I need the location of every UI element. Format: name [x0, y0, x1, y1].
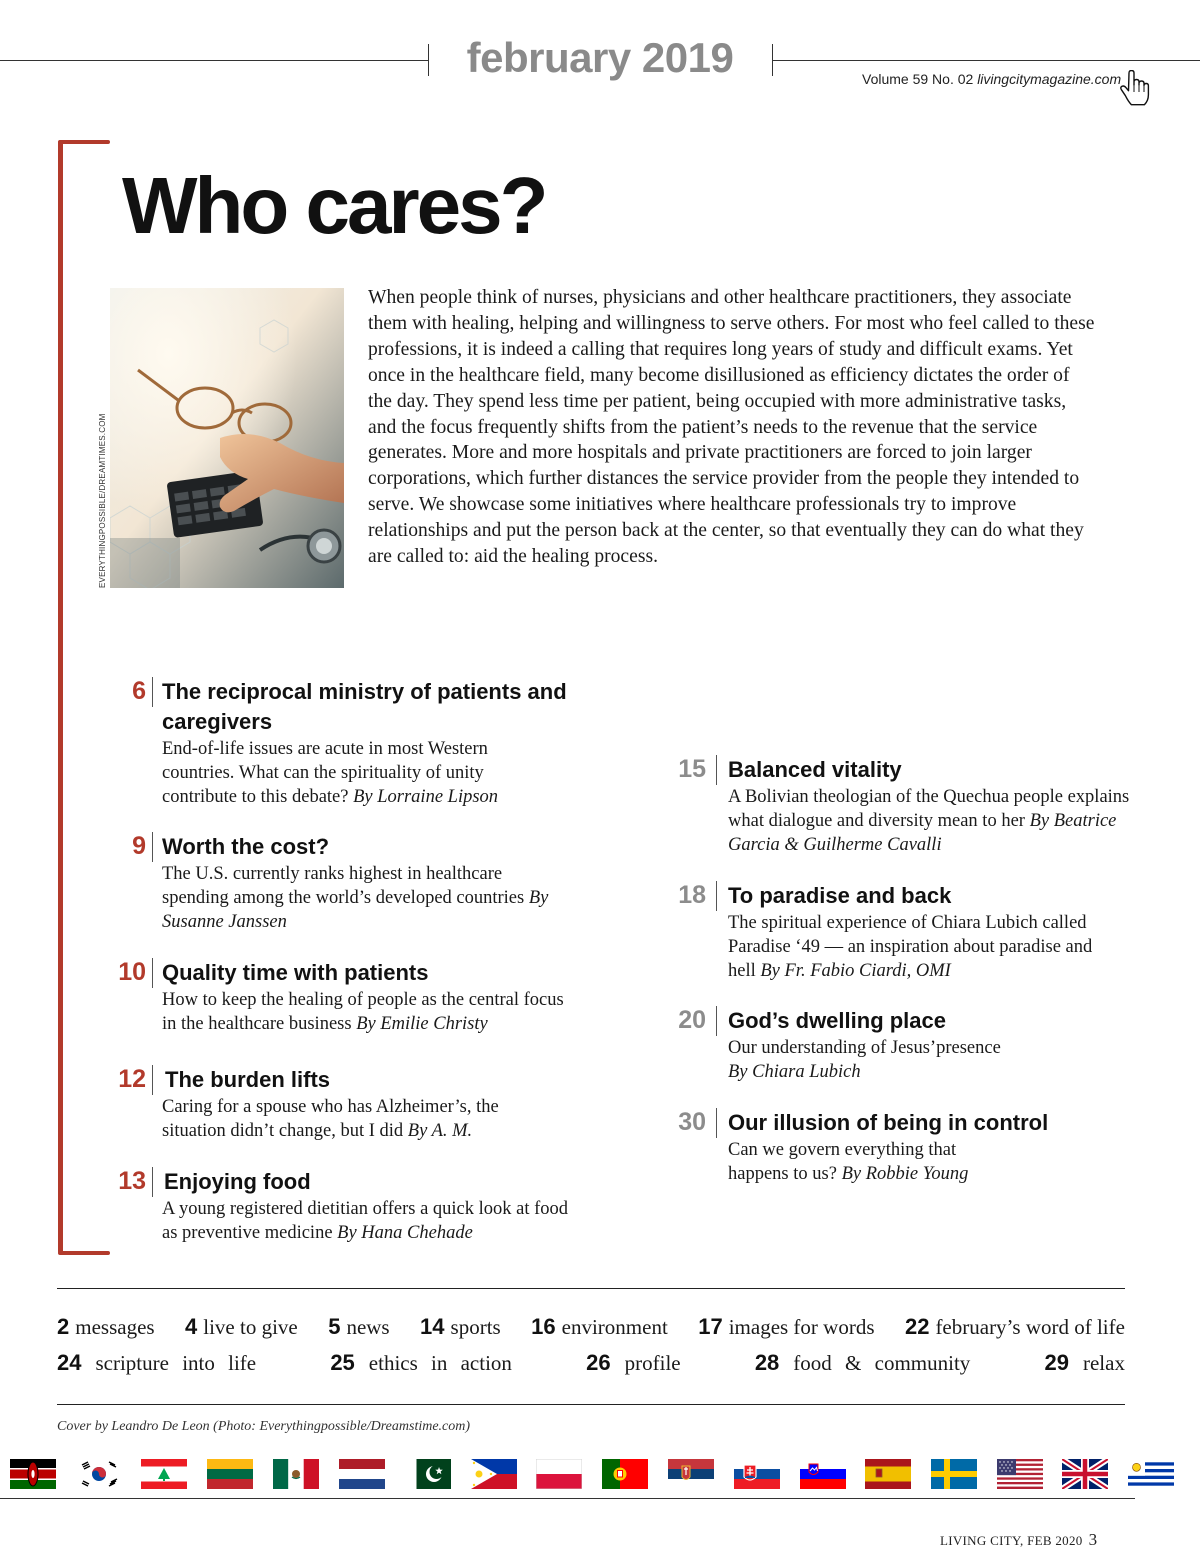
department-link[interactable]: [586, 1350, 680, 1376]
department-label: messages: [75, 1315, 155, 1339]
toc-description: [728, 785, 1138, 857]
toc-separator: [716, 881, 717, 911]
toc-separator: [716, 755, 717, 785]
toc-description: [162, 737, 552, 809]
cover-rule: [57, 1404, 1125, 1405]
footer-rule: [0, 1498, 1135, 1499]
toc-byline: By Hana Chehade: [337, 1223, 473, 1243]
slovenia-flag-icon: [800, 1459, 846, 1489]
page-footer: [940, 1530, 1097, 1550]
department-link[interactable]: [420, 1314, 501, 1340]
toc-description: [162, 1095, 562, 1143]
toc-separator: [152, 677, 153, 707]
toc-page-number: 18: [678, 881, 706, 909]
uk-flag-icon: [1062, 1459, 1108, 1489]
feature-intro: When people think of nurses, physicians and other healthcare practitioners, they associate them with healing, helping and willingness to serve others. For most who feel called to these professions, it is indeed a calling that requires long years of study and difficult exams. Yet once in the healthcare field, many become disillusioned as efficiency dictates the order of the day. They spend less time per patient, being occupied with more administrative tasks, and the focus frequently shifts from the patient’s needs to the revenue that the service generates. More and more hospitals and private practitioners are forced to join larger corporations, which further distances the service provider from the people they intended to serve. We showcase some initiatives where healthcare professionals try to improve relationships and put the person back at the center, so that eventually they can do what they are called to: aid the healing process.: [368, 287, 1095, 568]
toc-title: Worth the cost?: [162, 834, 330, 859]
header-tick-left: [428, 44, 429, 76]
toc-byline: By Beatrice Garcia & Guilherme Cavalli: [728, 811, 1117, 855]
toc-byline: By Susanne Janssen: [162, 888, 549, 932]
toc-desc-text: The spiritual experience of Chiara Lubich called Paradise ‘49 — an inspiration about paradise and hell: [728, 913, 1093, 981]
department-label: news: [346, 1315, 390, 1339]
department-page: 25: [330, 1350, 355, 1375]
publication-name: LIVING CITY, FEB 2020: [940, 1533, 1083, 1548]
south-korea-flag-icon: [76, 1459, 122, 1489]
department-link[interactable]: [57, 1314, 155, 1340]
toc-desc-text: End-of-life issues are acute in most Western countries. What can the spirituality of unity contribute to this debate?: [162, 739, 488, 807]
toc-page-number: 15: [678, 755, 706, 783]
departments-row-1: [57, 1314, 1125, 1340]
usa-flag-icon: [997, 1459, 1043, 1489]
toc-title-text: The reciprocal ministry of patients and caregivers: [162, 679, 567, 734]
department-page: 14: [420, 1314, 445, 1339]
toc-desc-text: Our understanding of Jesus’presence: [728, 1038, 1001, 1058]
department-page: 5: [328, 1314, 341, 1339]
toc-desc-text: How to keep the healing of people as the central focus in the healthcare business: [162, 990, 564, 1034]
toc-separator: [716, 1108, 717, 1138]
feature-headline: Who cares?: [122, 161, 546, 250]
department-link[interactable]: [755, 1350, 970, 1376]
page-number: 3: [1088, 1530, 1098, 1549]
toc-desc-text: Can we govern everything that happens to us?: [728, 1140, 957, 1184]
photo-credit: EVERYTHINGPOSSIBLE/DREAMTIMES.COM: [98, 413, 107, 588]
toc-title: Our illusion of being in control: [728, 1110, 1049, 1135]
netherlands-flag-icon: [339, 1459, 385, 1489]
toc-description: [162, 1197, 582, 1245]
departments-row-2: [57, 1350, 1125, 1376]
toc-separator: [152, 1167, 153, 1197]
feature-photo: [110, 288, 344, 588]
header-rule-right: [772, 60, 1200, 61]
slovakia-flag-icon: [734, 1459, 780, 1489]
department-page: 2: [57, 1314, 70, 1339]
department-link[interactable]: [185, 1314, 298, 1340]
poland-flag-icon: [536, 1459, 582, 1489]
department-label: sports: [450, 1315, 501, 1339]
department-page: 28: [754, 1350, 780, 1375]
department-label: environment: [561, 1315, 668, 1339]
toc-separator: [152, 832, 153, 862]
toc-desc-text: The U.S. currently ranks highest in healthcare spending among the world’s developed countries: [162, 864, 525, 908]
department-link[interactable]: [1045, 1350, 1125, 1376]
header-rule-left: [0, 60, 428, 61]
lithuania-flag-icon: [207, 1459, 253, 1489]
department-label: ethics in action: [368, 1351, 512, 1375]
department-page: 24: [57, 1350, 82, 1375]
toc-title: Enjoying food: [164, 1169, 311, 1194]
toc-title: God’s dwelling place: [728, 1008, 947, 1033]
toc-description: [162, 862, 552, 934]
toc-description: [728, 1036, 1048, 1084]
toc-title: Quality time with patients: [162, 960, 429, 985]
toc-byline: By Chiara Lubich: [728, 1062, 861, 1082]
portugal-flag-icon: [602, 1459, 648, 1489]
philippines-flag-icon: [471, 1459, 517, 1489]
cover-credit: Cover by Leandro De Leon (Photo: Everythingpossible/Dreamstime.com): [57, 1419, 471, 1434]
toc-byline: By A. M.: [407, 1121, 473, 1141]
spain-flag-icon: [865, 1459, 911, 1489]
toc-desc-text: A Bolivian theologian of the Quechua people explains what dialogue and diversity mean to her: [728, 787, 1130, 831]
toc-separator: [152, 1065, 153, 1095]
toc-desc-text: Caring for a spouse who has Alzheimer’s, the situation didn’t change, but I did: [162, 1097, 499, 1141]
toc-separator: [716, 1006, 717, 1036]
toc-byline: By Emilie Christy: [356, 1014, 488, 1034]
pakistan-flag-icon: [405, 1459, 451, 1489]
volume-line: [862, 71, 1121, 87]
department-link[interactable]: [57, 1350, 256, 1376]
department-link[interactable]: [905, 1314, 1125, 1340]
red-bracket-top: [58, 140, 110, 144]
volume-number: Volume 59 No. 02: [862, 71, 974, 87]
department-link[interactable]: [698, 1314, 874, 1340]
toc-page-number: 9: [132, 832, 146, 860]
toc-title: To paradise and back: [728, 883, 952, 908]
department-page: 29: [1044, 1350, 1069, 1375]
department-page: 4: [185, 1314, 198, 1339]
site-link[interactable]: livingcitymagazine.com: [977, 71, 1122, 87]
red-bracket-bottom: [58, 1251, 110, 1255]
toc-page-number: 6: [132, 677, 146, 705]
department-label: relax: [1082, 1351, 1125, 1375]
department-label: profile: [624, 1351, 681, 1375]
department-page: 17: [698, 1314, 723, 1339]
serbia-flag-icon: [668, 1459, 714, 1489]
toc-byline: By Robbie Young: [841, 1164, 969, 1184]
toc-description: [162, 988, 582, 1036]
toc-title: [162, 677, 592, 737]
toc-byline: By Fr. Fabio Ciardi, OMI: [760, 961, 951, 981]
toc-desc-text: A young registered dietitian offers a quick look at food as preventive medicine: [162, 1199, 569, 1243]
toc-page-number: 30: [678, 1108, 706, 1136]
toc-separator: [152, 958, 153, 988]
toc-description: [728, 911, 1098, 983]
departments-rule: [57, 1288, 1125, 1289]
toc-page-number: 20: [678, 1006, 706, 1034]
department-label: february’s word of life: [935, 1315, 1125, 1339]
department-label: food & community: [793, 1351, 971, 1375]
mexico-flag-icon: [273, 1459, 319, 1489]
department-page: 16: [531, 1314, 556, 1339]
toc-page-number: 13: [118, 1167, 146, 1195]
toc-description: [728, 1138, 1018, 1186]
toc-page-number: 10: [118, 958, 146, 986]
department-link[interactable]: [531, 1314, 668, 1340]
toc-page-number: 12: [118, 1065, 146, 1093]
hand-cursor-icon: [1120, 70, 1150, 108]
toc-title: The burden lifts: [165, 1067, 330, 1092]
toc-title: Balanced vitality: [728, 757, 902, 782]
department-link[interactable]: [330, 1350, 512, 1376]
department-page: 22: [904, 1314, 930, 1339]
lebanon-flag-icon: [141, 1459, 187, 1489]
department-label: live to give: [203, 1315, 298, 1339]
department-link[interactable]: [328, 1314, 389, 1340]
uruguay-flag-icon: [1128, 1459, 1174, 1489]
red-bracket-vertical: [58, 140, 63, 1254]
department-label: scripture into life: [95, 1351, 257, 1375]
sweden-flag-icon: [931, 1459, 977, 1489]
department-label: images for words: [728, 1315, 875, 1339]
department-page: 26: [586, 1350, 611, 1375]
issue-month: february 2019: [466, 34, 734, 81]
kenya-flag-icon: [10, 1459, 56, 1489]
toc-byline: By Lorraine Lipson: [353, 787, 499, 807]
